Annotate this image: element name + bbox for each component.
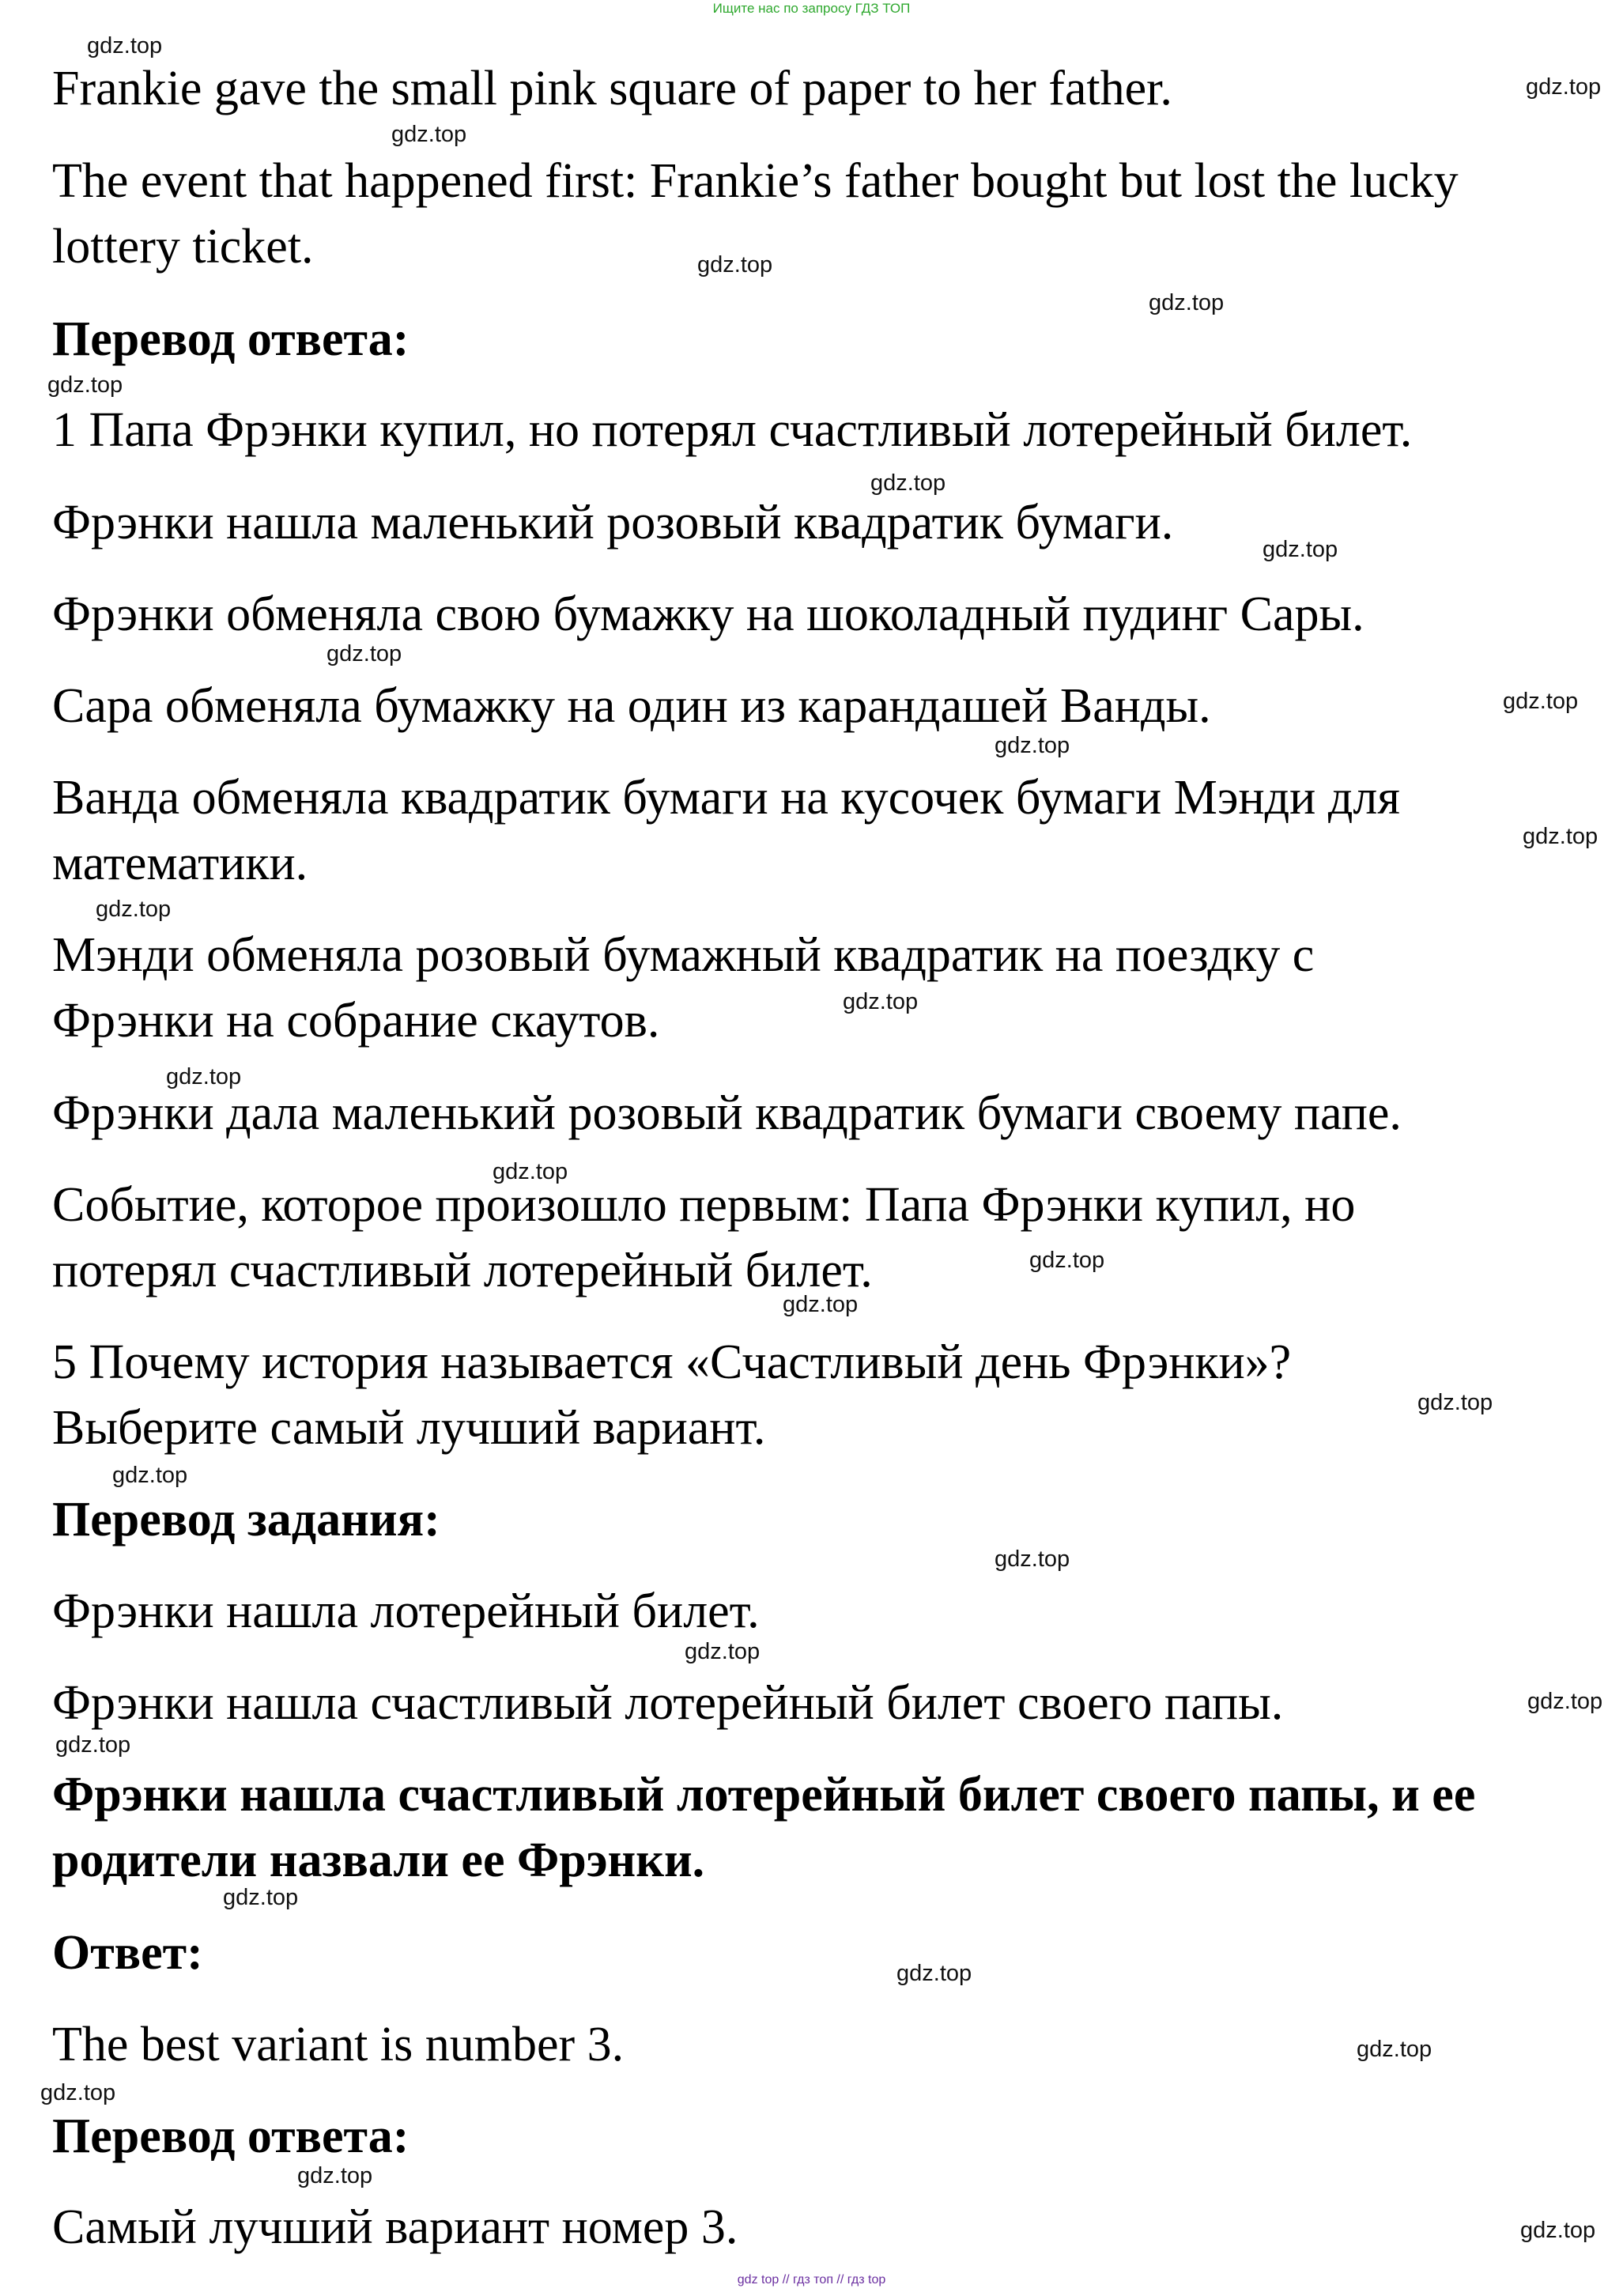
answer-best-variant: The best variant is number 3.: [52, 2018, 625, 2071]
watermark: gdz.top: [1357, 2037, 1432, 2062]
translation-first-event-cont: потерял счастливый лотерейный билет.: [52, 1244, 873, 1297]
watermark: gdz.top: [1263, 537, 1338, 562]
translation-line-6: Мэнди обменяла розовый бумажный квадратик на поездку с: [52, 928, 1315, 982]
watermark: gdz.top: [326, 641, 402, 667]
translation-line-2: Фрэнки нашла маленький розовый квадратик бумаги.: [52, 496, 1174, 549]
watermark: gdz.top: [40, 2080, 116, 2105]
watermark: gdz.top: [1029, 1248, 1105, 1273]
answer-line-first-event: The event that happened first: Frankie’s father bought but lost the lucky: [52, 154, 1459, 208]
answer-best-variant-translation: Самый лучший вариант номер 3.: [52, 2200, 738, 2254]
task-option-3: Фрэнки нашла счастливый лотерейный билет своего папы, и ее: [52, 1768, 1476, 1822]
translation-line-4: Сара обменяла бумажку на один из карандашей Ванды.: [52, 679, 1211, 733]
translation-line-6-cont: Фрэнки на собрание скаутов.: [52, 994, 660, 1048]
watermark: gdz.top: [47, 372, 123, 398]
translation-line-1: 1 Папа Фрэнки купил, но потерял счастливый лотерейный билет.: [52, 403, 1413, 457]
watermark: gdz.top: [995, 733, 1070, 758]
translation-line-5-cont: математики.: [52, 836, 308, 890]
watermark: gdz.top: [1149, 290, 1225, 315]
answer-line-first-event-cont: lottery ticket.: [52, 220, 314, 274]
watermark: gdz.top: [1520, 2218, 1596, 2243]
task-option-2: Фрэнки нашла счастливый лотерейный билет своего папы.: [52, 1676, 1284, 1730]
site-footer-banner: gdz top // гдз топ // гдз top: [737, 2273, 886, 2287]
watermark: gdz.top: [1503, 689, 1579, 714]
watermark: gdz.top: [223, 1885, 299, 1910]
watermark: gdz.top: [1523, 824, 1598, 849]
watermark: gdz.top: [55, 1732, 131, 1758]
watermark: gdz.top: [87, 33, 163, 59]
translation-first-event: Событие, которое произошло первым: Папа Фрэнки купил, но: [52, 1178, 1356, 1232]
watermark: gdz.top: [96, 897, 172, 922]
watermark: gdz.top: [391, 122, 467, 147]
task-translation-heading: Перевод задания:: [52, 1493, 440, 1546]
translation-line-3: Фрэнки обменяла свою бумажку на шоколадный пудинг Сары.: [52, 587, 1364, 641]
watermark: gdz.top: [166, 1064, 242, 1089]
watermark: gdz.top: [843, 989, 919, 1014]
watermark: gdz.top: [697, 252, 773, 278]
watermark: gdz.top: [112, 1463, 188, 1488]
answer-heading: Ответ:: [52, 1926, 203, 1980]
watermark: gdz.top: [783, 1292, 859, 1317]
translation-line-7: Фрэнки дала маленький розовый квадратик бумаги своему папе.: [52, 1086, 1402, 1140]
task-option-3-cont: родители назвали ее Фрэнки.: [52, 1833, 705, 1887]
search-hint-banner: Ищите нас по запросу ГДЗ ТОП: [712, 1, 911, 16]
watermark: gdz.top: [1526, 74, 1602, 100]
watermark: gdz.top: [896, 1961, 972, 1986]
watermark: gdz.top: [1527, 1689, 1603, 1714]
watermark: gdz.top: [870, 470, 946, 496]
answer-translation-heading: Перевод ответа:: [52, 312, 410, 366]
task-5-question: 5 Почему история называется «Счастливый день Фрэнки»?: [52, 1335, 1292, 1389]
watermark: gdz.top: [995, 1546, 1070, 1572]
task-5-question-cont: Выберите самый лучший вариант.: [52, 1401, 766, 1455]
watermark: gdz.top: [685, 1639, 761, 1664]
watermark: gdz.top: [1417, 1390, 1493, 1415]
watermark: gdz.top: [493, 1159, 568, 1184]
watermark: gdz.top: [297, 2163, 373, 2188]
answer-line-father: Frankie gave the small pink square of paper to her father.: [52, 62, 1172, 115]
task-option-1: Фрэнки нашла лотерейный билет.: [52, 1584, 760, 1638]
answer-translation-heading-2: Перевод ответа:: [52, 2109, 410, 2163]
translation-line-5: Ванда обменяла квадратик бумаги на кусочек бумаги Мэнди для: [52, 771, 1400, 825]
